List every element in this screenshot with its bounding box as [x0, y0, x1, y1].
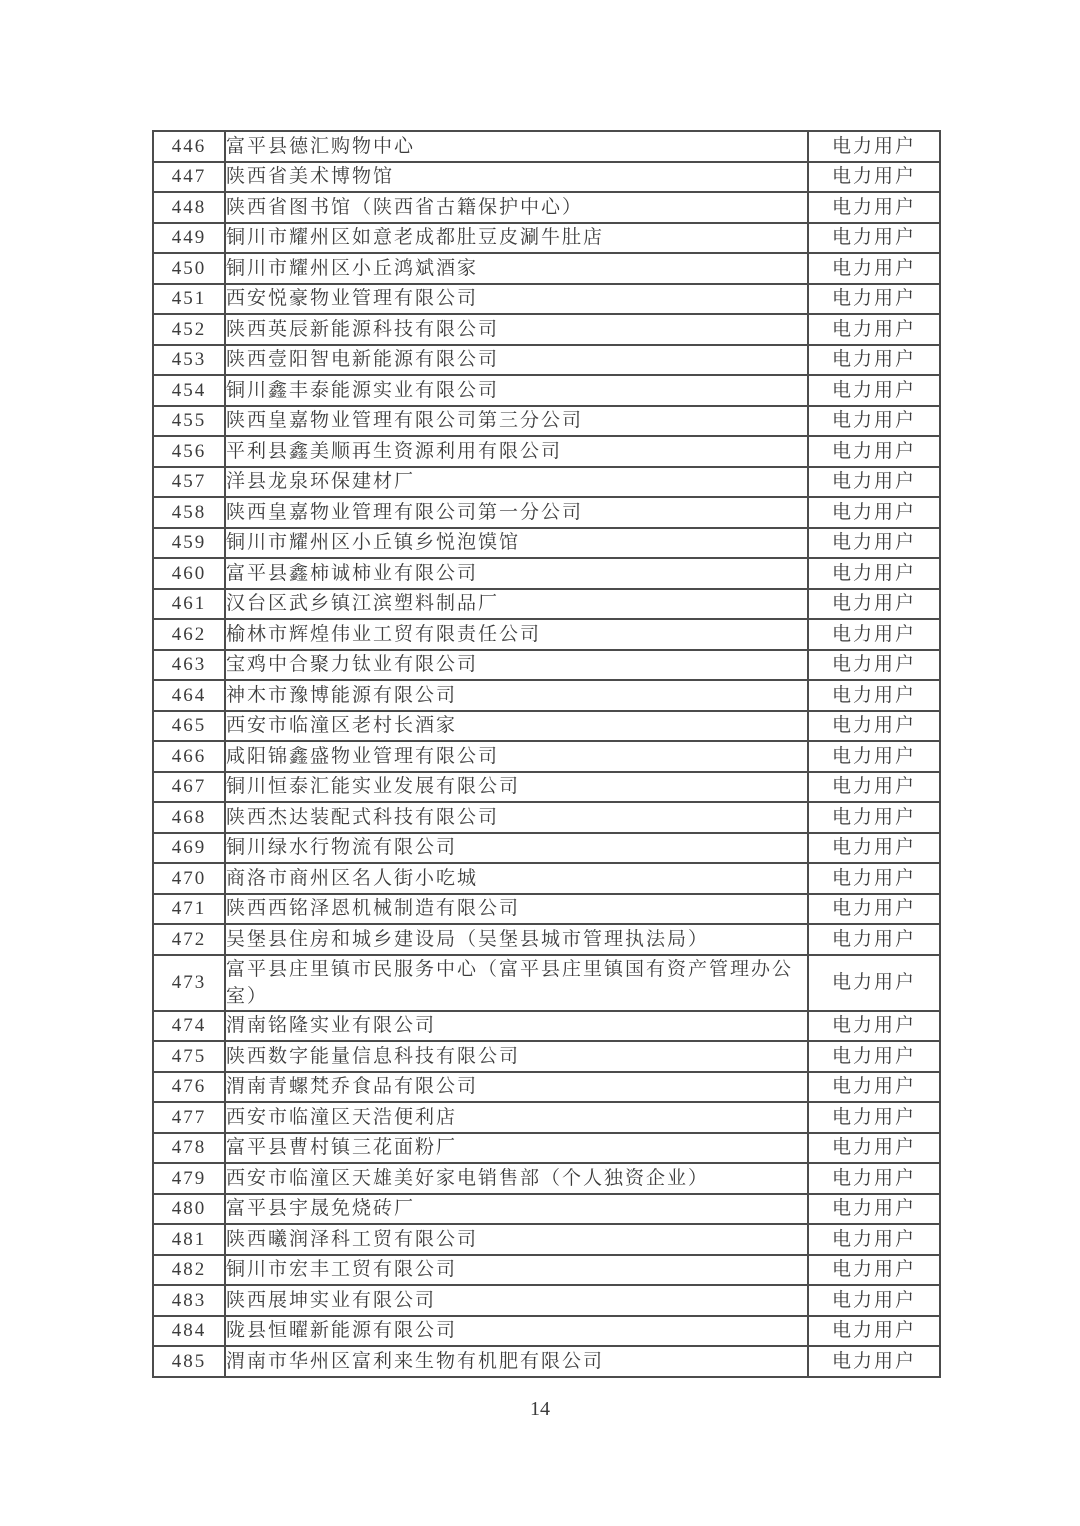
entity-name-cell: 陕西皇嘉物业管理有限公司第三分公司: [225, 406, 808, 437]
entity-name-cell: 陕西数字能量信息科技有限公司: [225, 1041, 808, 1072]
entity-name-cell: 铜川绿水行物流有限公司: [225, 833, 808, 864]
table-row: [153, 1133, 940, 1164]
row-number-cell: 462: [153, 619, 225, 650]
table-row: [153, 436, 940, 467]
table-row: [153, 1011, 940, 1042]
table-row: [153, 558, 940, 589]
user-type-cell: 电力用户: [808, 528, 940, 559]
user-type-cell: 电力用户: [808, 467, 940, 498]
row-number-cell: 463: [153, 650, 225, 681]
entity-name-cell: 渭南市华州区富利来生物有机肥有限公司: [225, 1346, 808, 1377]
row-number-cell: 468: [153, 802, 225, 833]
row-number-cell: 480: [153, 1194, 225, 1225]
table-row: [153, 863, 940, 894]
entity-name-cell: 平利县鑫美顺再生资源利用有限公司: [225, 436, 808, 467]
user-type-cell: 电力用户: [808, 131, 940, 162]
row-number-cell: 475: [153, 1041, 225, 1072]
entity-name-cell: 陕西西铭泽恩机械制造有限公司: [225, 894, 808, 925]
entity-name-cell: 宝鸡中合聚力钛业有限公司: [225, 650, 808, 681]
row-number-cell: 479: [153, 1163, 225, 1194]
entity-name-cell: 铜川市耀州区小丘镇乡悦泡馍馆: [225, 528, 808, 559]
entity-name-cell: 富平县鑫柿诚柿业有限公司: [225, 558, 808, 589]
user-type-cell: 电力用户: [808, 1011, 940, 1042]
row-number-cell: 474: [153, 1011, 225, 1042]
row-number-cell: 448: [153, 192, 225, 223]
table-row: [153, 314, 940, 345]
row-number-cell: 460: [153, 558, 225, 589]
entity-name-cell: 陕西杰达装配式科技有限公司: [225, 802, 808, 833]
user-type-cell: 电力用户: [808, 1041, 940, 1072]
row-number-cell: 458: [153, 497, 225, 528]
row-number-cell: 485: [153, 1346, 225, 1377]
row-number-cell: 478: [153, 1133, 225, 1164]
user-type-cell: 电力用户: [808, 1133, 940, 1164]
user-type-cell: 电力用户: [808, 589, 940, 620]
table-row: [153, 467, 940, 498]
table-row: [153, 1224, 940, 1255]
user-type-cell: 电力用户: [808, 833, 940, 864]
entity-name-cell: 陕西省图书馆（陕西省古籍保护中心）: [225, 192, 808, 223]
row-number-cell: 456: [153, 436, 225, 467]
table-row: [153, 1194, 940, 1225]
table-row: [153, 1255, 940, 1286]
row-number-cell: 471: [153, 894, 225, 925]
entity-name-cell: 榆林市辉煌伟业工贸有限责任公司: [225, 619, 808, 650]
row-number-cell: 464: [153, 680, 225, 711]
table-row: [153, 1102, 940, 1133]
electricity-user-table: [152, 130, 941, 1378]
table-row: [153, 955, 940, 1011]
user-type-cell: 电力用户: [808, 284, 940, 315]
entity-name-cell: 渭南青螺梵乔食品有限公司: [225, 1072, 808, 1103]
row-number-cell: 481: [153, 1224, 225, 1255]
table-row: [153, 192, 940, 223]
row-number-cell: 482: [153, 1255, 225, 1286]
user-type-cell: 电力用户: [808, 162, 940, 193]
row-number-cell: 450: [153, 253, 225, 284]
table-row: [153, 406, 940, 437]
row-number-cell: 473: [153, 955, 225, 1011]
table-row: [153, 650, 940, 681]
entity-name-cell: 洋县龙泉环保建材厂: [225, 467, 808, 498]
row-number-cell: 483: [153, 1285, 225, 1316]
user-type-cell: 电力用户: [808, 772, 940, 803]
user-type-cell: 电力用户: [808, 436, 940, 467]
user-type-cell: 电力用户: [808, 1194, 940, 1225]
user-type-cell: 电力用户: [808, 223, 940, 254]
entity-name-cell: 西安悦豪物业管理有限公司: [225, 284, 808, 315]
user-type-cell: 电力用户: [808, 345, 940, 376]
table-row: [153, 1346, 940, 1377]
entity-name-cell: 西安市临潼区天浩便利店: [225, 1102, 808, 1133]
table-row: [153, 1285, 940, 1316]
table-row: [153, 802, 940, 833]
user-type-cell: 电力用户: [808, 497, 940, 528]
table-body: [153, 131, 940, 1377]
row-number-cell: 451: [153, 284, 225, 315]
user-type-cell: 电力用户: [808, 558, 940, 589]
entity-name-cell: 西安市临潼区天雄美好家电销售部（个人独资企业）: [225, 1163, 808, 1194]
entity-name-cell: 铜川市耀州区如意老成都肚豆皮涮牛肚店: [225, 223, 808, 254]
user-type-cell: 电力用户: [808, 1285, 940, 1316]
entity-name-cell: 渭南铭隆实业有限公司: [225, 1011, 808, 1042]
user-type-cell: 电力用户: [808, 680, 940, 711]
row-number-cell: 455: [153, 406, 225, 437]
row-number-cell: 465: [153, 711, 225, 742]
row-number-cell: 472: [153, 924, 225, 955]
user-type-cell: 电力用户: [808, 1102, 940, 1133]
row-number-cell: 459: [153, 528, 225, 559]
entity-name-cell: 商洛市商州区名人街小吃城: [225, 863, 808, 894]
row-number-cell: 461: [153, 589, 225, 620]
user-type-cell: 电力用户: [808, 711, 940, 742]
table-row: [153, 833, 940, 864]
entity-name-cell: 神木市豫博能源有限公司: [225, 680, 808, 711]
row-number-cell: 470: [153, 863, 225, 894]
user-type-cell: 电力用户: [808, 314, 940, 345]
row-number-cell: 476: [153, 1072, 225, 1103]
entity-name-cell: 西安市临潼区老村长酒家: [225, 711, 808, 742]
table-row: [153, 497, 940, 528]
entity-name-cell: 铜川恒泰汇能实业发展有限公司: [225, 772, 808, 803]
row-number-cell: 449: [153, 223, 225, 254]
row-number-cell: 469: [153, 833, 225, 864]
entity-name-cell: 陕西皇嘉物业管理有限公司第一分公司: [225, 497, 808, 528]
entity-name-cell: 富平县德汇购物中心: [225, 131, 808, 162]
entity-name-cell: 陕西展坤实业有限公司: [225, 1285, 808, 1316]
user-type-cell: 电力用户: [808, 619, 940, 650]
table-row: [153, 772, 940, 803]
table-row: [153, 894, 940, 925]
page-number: 14: [530, 1398, 550, 1420]
entity-name-cell: 富平县曹村镇三花面粉厂: [225, 1133, 808, 1164]
table-row: [153, 1163, 940, 1194]
user-type-cell: 电力用户: [808, 1255, 940, 1286]
row-number-cell: 477: [153, 1102, 225, 1133]
table-row: [153, 619, 940, 650]
user-type-cell: 电力用户: [808, 650, 940, 681]
table-row: [153, 528, 940, 559]
user-type-cell: 电力用户: [808, 192, 940, 223]
table-row: [153, 375, 940, 406]
row-number-cell: 447: [153, 162, 225, 193]
user-type-cell: 电力用户: [808, 375, 940, 406]
user-type-cell: 电力用户: [808, 406, 940, 437]
row-number-cell: 446: [153, 131, 225, 162]
table-row: [153, 1072, 940, 1103]
table-row: [153, 253, 940, 284]
table-row: [153, 711, 940, 742]
table-row: [153, 284, 940, 315]
entity-name-cell: 铜川市耀州区小丘鸿斌酒家: [225, 253, 808, 284]
user-type-cell: 电力用户: [808, 924, 940, 955]
entity-name-cell: 汉台区武乡镇江滨塑料制品厂: [225, 589, 808, 620]
table-row: [153, 589, 940, 620]
table-row: [153, 680, 940, 711]
table-row: [153, 223, 940, 254]
entity-name-cell: 陇县恒曜新能源有限公司: [225, 1316, 808, 1347]
user-type-cell: 电力用户: [808, 741, 940, 772]
row-number-cell: 466: [153, 741, 225, 772]
row-number-cell: 452: [153, 314, 225, 345]
entity-name-cell: 陕西壹阳智电新能源有限公司: [225, 345, 808, 376]
user-type-cell: 电力用户: [808, 894, 940, 925]
user-type-cell: 电力用户: [808, 1224, 940, 1255]
table-row: [153, 741, 940, 772]
entity-name-cell: 富平县宇晟免烧砖厂: [225, 1194, 808, 1225]
entity-name-cell: 陕西省美术博物馆: [225, 162, 808, 193]
table-row: [153, 924, 940, 955]
entity-name-cell: 吴堡县住房和城乡建设局（吴堡县城市管理执法局）: [225, 924, 808, 955]
user-type-cell: 电力用户: [808, 1163, 940, 1194]
entity-name-cell: 富平县庄里镇市民服务中心（富平县庄里镇国有资产管理办公室）: [225, 955, 808, 1011]
entity-name-cell: 陕西英辰新能源科技有限公司: [225, 314, 808, 345]
table-row: [153, 131, 940, 162]
user-type-cell: 电力用户: [808, 863, 940, 894]
entity-name-cell: 铜川鑫丰泰能源实业有限公司: [225, 375, 808, 406]
user-type-cell: 电力用户: [808, 955, 940, 1011]
row-number-cell: 467: [153, 772, 225, 803]
row-number-cell: 453: [153, 345, 225, 376]
user-type-cell: 电力用户: [808, 253, 940, 284]
user-type-cell: 电力用户: [808, 1346, 940, 1377]
table-row: [153, 1316, 940, 1347]
user-type-cell: 电力用户: [808, 1072, 940, 1103]
table-row: [153, 162, 940, 193]
entity-name-cell: 铜川市宏丰工贸有限公司: [225, 1255, 808, 1286]
row-number-cell: 457: [153, 467, 225, 498]
entity-name-cell: 咸阳锦鑫盛物业管理有限公司: [225, 741, 808, 772]
user-type-cell: 电力用户: [808, 802, 940, 833]
table-row: [153, 345, 940, 376]
entity-name-cell: 陕西曦润泽科工贸有限公司: [225, 1224, 808, 1255]
user-type-cell: 电力用户: [808, 1316, 940, 1347]
row-number-cell: 454: [153, 375, 225, 406]
row-number-cell: 484: [153, 1316, 225, 1347]
table-row: [153, 1041, 940, 1072]
